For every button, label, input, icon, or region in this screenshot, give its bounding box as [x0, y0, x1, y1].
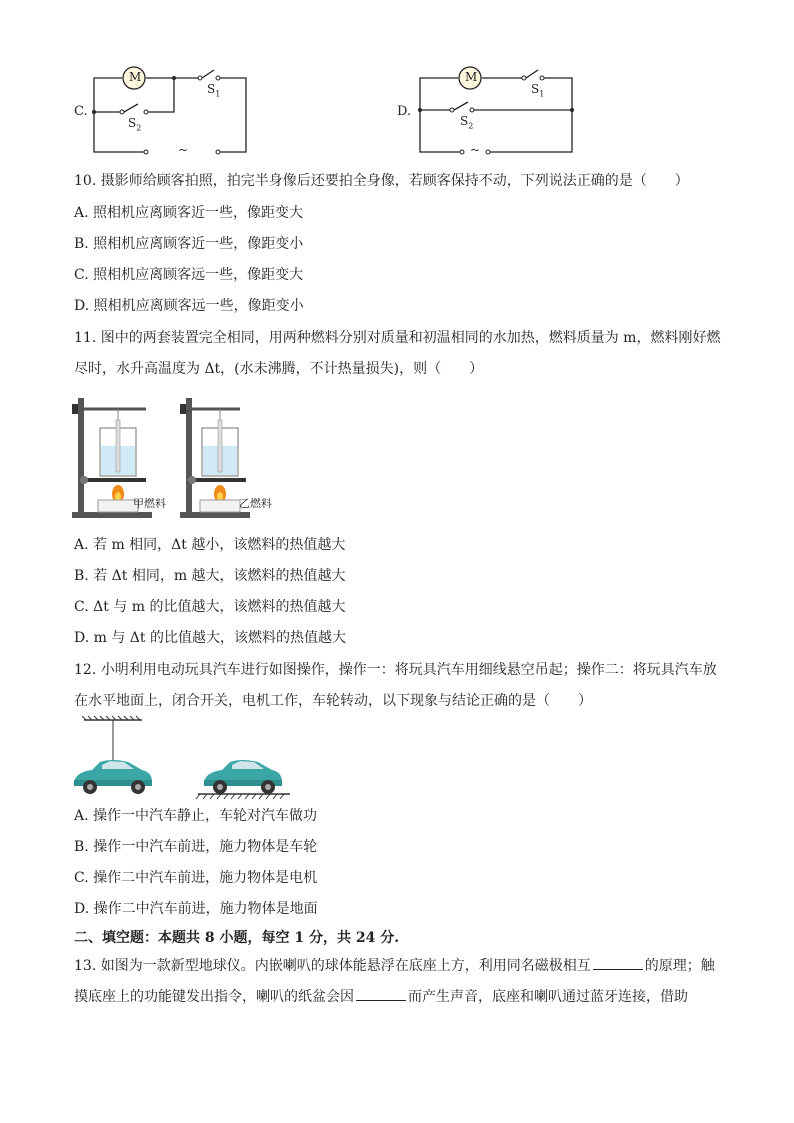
- q12-option-d[interactable]: D. 操作二中汽车前进，施力物体是地面: [74, 901, 318, 917]
- q11-option-a[interactable]: A. 若 m 相同，Δt 越小，该燃料的热值越大: [74, 537, 346, 553]
- switch-s2-c-label: $S_2$: [128, 116, 142, 133]
- switch-s1-c-label: $S_1$: [207, 82, 221, 99]
- motor-d-label: M: [465, 70, 478, 84]
- ground-hatch: [196, 794, 290, 799]
- q12-stem-line2: 在水平地面上，闭合开关，电机工作，车轮转动，以下现象与结论正确的是（ ）: [74, 693, 592, 709]
- option-c-label: C.: [74, 104, 88, 119]
- q10-stem: 10. 摄影师给顾客拍照，拍完半身像后还要拍全身像，若顾客保持不动，下列说法正确的是（ ）: [74, 173, 689, 189]
- q12-stem-line1: 12. 小明利用电动玩具汽车进行如图操作，操作一：将玩具汽车用细线悬空吊起；操作二：将玩具汽车放: [74, 662, 717, 678]
- car-hanging-icon: [74, 760, 152, 794]
- q11-stem-line2: 尽时，水升高温度为 Δt，(水未沸腾，不计热量损失)，则（ ）: [74, 361, 484, 377]
- q11-option-b[interactable]: B. 若 Δt 相同，m 越大，该燃料的热值越大: [74, 568, 346, 584]
- q10-option-c[interactable]: C. 照相机应离顾客远一些，像距变大: [74, 267, 304, 283]
- q12-option-c[interactable]: C. 操作二中汽车前进，施力物体是电机: [74, 870, 318, 886]
- q10-option-a[interactable]: A. 照相机应离顾客近一些，像距变大: [74, 205, 304, 221]
- caption-fuel-a: 甲燃料: [133, 497, 166, 510]
- q12-option-a[interactable]: A. 操作一中汽车静止，车轮对汽车做功: [74, 808, 318, 824]
- switch-s1-d-label: $S_1$: [531, 82, 545, 99]
- q13-line1: 13. 如图为一款新型地球仪。内嵌喇叭的球体能悬浮在底座上方，利用同名磁极相互 的原理；触: [74, 958, 715, 974]
- q11-stem-line1: 11. 图中的两套装置完全相同，用两种燃料分别对质量和初温相同的水加热，燃料质量为 m，燃料刚好燃: [74, 330, 721, 346]
- source-c-label: ~: [178, 143, 189, 157]
- q10-option-b[interactable]: B. 照相机应离顾客近一些，像距变小: [74, 236, 304, 252]
- motor-c-label: M: [129, 70, 142, 84]
- switch-s2-d-label: $S_2$: [460, 114, 474, 131]
- q11-option-c[interactable]: C. Δt 与 m 的比值越大，该燃料的热值越大: [74, 599, 346, 615]
- q13-blank-1[interactable]: [593, 957, 643, 970]
- section-2-title: 二、填空题：本题共 8 小题，每空 1 分，共 24 分.: [74, 930, 400, 946]
- car-ground-icon: [204, 760, 282, 794]
- ceiling-hatch: [82, 716, 142, 720]
- source-d-label: ~: [470, 143, 481, 157]
- q13-blank-2[interactable]: [356, 988, 406, 1001]
- caption-fuel-b: 乙燃料: [239, 497, 272, 510]
- q13-line2: 摸底座上的功能键发出指令，喇叭的纸盆会因 而产生声音，底座和喇叭通过蓝牙连接，借助: [74, 989, 688, 1005]
- option-d-label: D.: [397, 104, 412, 119]
- q11-option-d[interactable]: D. m 与 Δt 的比值越大，该燃料的热值越大: [74, 630, 346, 646]
- q10-option-d[interactable]: D. 照相机应离顾客远一些，像距变小: [74, 298, 304, 314]
- q12-option-b[interactable]: B. 操作一中汽车前进，施力物体是车轮: [74, 839, 318, 855]
